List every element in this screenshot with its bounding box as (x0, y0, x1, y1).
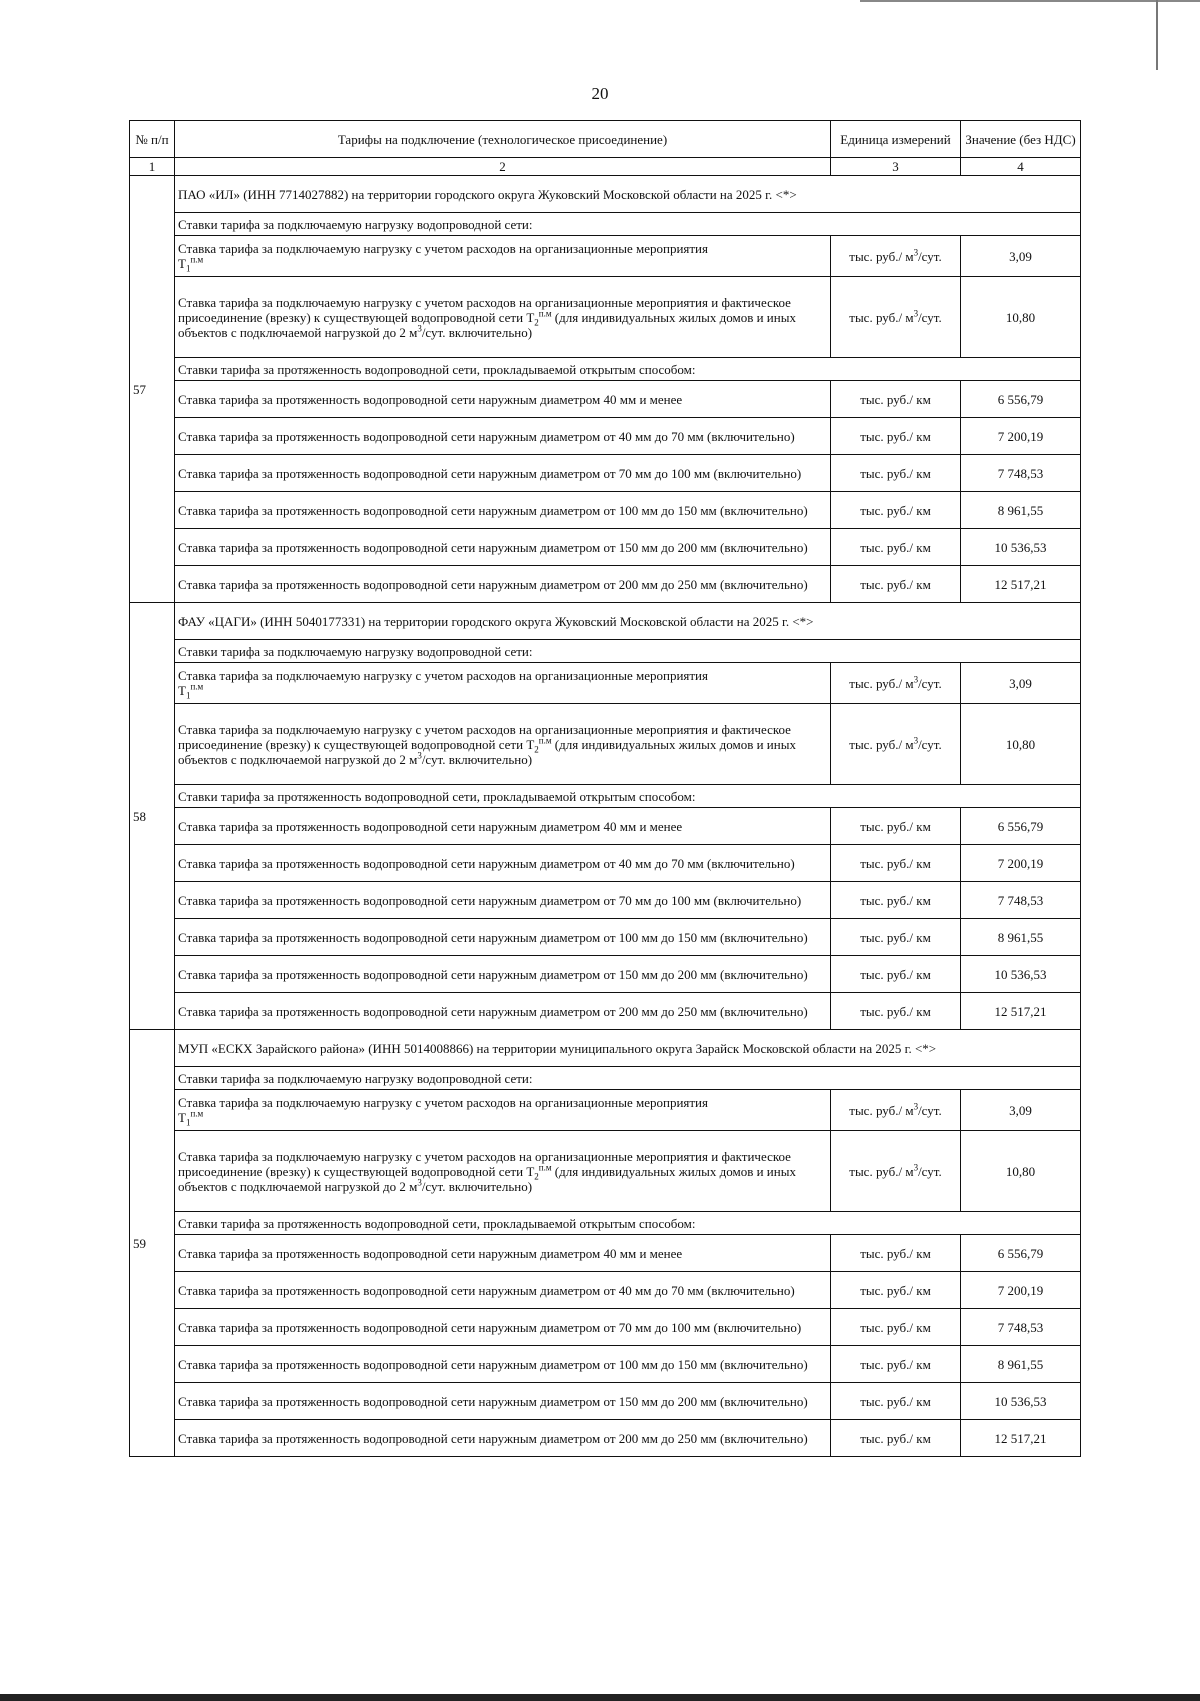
length-rate-row (130, 418, 1081, 455)
tariff-t1-description (175, 1090, 831, 1131)
length-rate-value: 7 200,19 (961, 845, 1081, 882)
unit-load-superscript: 3 (913, 674, 919, 685)
tariff-t2-unit (831, 1131, 961, 1212)
unit-load-suffix: /сут. (918, 1102, 942, 1118)
tariff-t1-symbol: T (178, 256, 186, 271)
length-rate-description: Ставка тарифа за протяженность водопроводной сети наружным диаметром от 150 мм до 200 мм (включительно) (175, 529, 831, 566)
tariff-t2-cubic-superscript: 3 (417, 323, 422, 334)
scan-edge-top (860, 0, 1200, 2)
tariff-row-t1 (130, 1090, 1081, 1131)
tariff-t1-text: Ставка тарифа за подключаемую нагрузку с учетом расходов на организационные мероприятия (178, 1095, 708, 1110)
length-rate-unit: тыс. руб./ км (831, 492, 961, 529)
table-body (130, 176, 1081, 1457)
length-rate-value: 7 200,19 (961, 418, 1081, 455)
length-rate-description: Ставка тарифа за протяженность водопроводной сети наружным диаметром от 150 мм до 200 мм (включительно) (175, 956, 831, 993)
tariff-t1-unit (831, 236, 961, 277)
length-rate-description: Ставка тарифа за протяженность водопроводной сети наружным диаметром от 100 мм до 150 мм (включительно) (175, 1346, 831, 1383)
length-rate-value: 8 961,55 (961, 492, 1081, 529)
unit-load-superscript: 3 (913, 308, 919, 319)
length-rate-unit: тыс. руб./ км (831, 529, 961, 566)
section-row-load (130, 213, 1081, 236)
length-rate-description: Ставка тарифа за протяженность водопроводной сети наружным диаметром от 70 мм до 100 мм (включительно) (175, 455, 831, 492)
tariff-t2-text-a: Ставка тарифа за подключаемую нагрузку с учетом расходов на организационные мероприятия и фактическое присоединение (врезку) к существующей водопроводной сети T (178, 294, 791, 325)
tariff-t1-text: Ставка тарифа за подключаемую нагрузку с учетом расходов на организационные мероприятия (178, 241, 708, 256)
index-3: 3 (831, 158, 961, 176)
unit-load-prefix: тыс. руб./ м (849, 1163, 914, 1179)
unit-load-suffix: /сут. (918, 309, 942, 325)
block-org-row (130, 603, 1081, 640)
length-rate-row (130, 381, 1081, 418)
unit-load-superscript: 3 (913, 1101, 919, 1112)
block-org-row (130, 1030, 1081, 1067)
section-row-load (130, 1067, 1081, 1090)
length-rate-description: Ставка тарифа за протяженность водопроводной сети наружным диаметром от 200 мм до 250 мм (включительно) (175, 993, 831, 1030)
length-rate-row (130, 529, 1081, 566)
length-rate-row (130, 845, 1081, 882)
section-heading-load: Ставки тарифа за подключаемую нагрузку водопроводной сети: (175, 640, 1081, 663)
length-rate-row (130, 1309, 1081, 1346)
tariff-t2-text-b: (для индивидуальных жилых домов и иных объектов с подключаемой нагрузкой до 2 м (178, 309, 796, 340)
length-rate-row (130, 1383, 1081, 1420)
tariff-t2-superscript: п.м (538, 308, 552, 319)
length-rate-unit: тыс. руб./ км (831, 1235, 961, 1272)
tariff-t2-superscript: п.м (538, 735, 552, 746)
unit-load-prefix: тыс. руб./ м (849, 309, 914, 325)
index-1: 1 (130, 158, 175, 176)
header-col-value: Значение (без НДС) (961, 121, 1081, 158)
length-rate-unit: тыс. руб./ км (831, 808, 961, 845)
length-rate-unit: тыс. руб./ км (831, 1346, 961, 1383)
tariff-t1-value: 3,09 (961, 236, 1081, 277)
unit-load-superscript: 3 (913, 735, 919, 746)
length-rate-unit: тыс. руб./ км (831, 919, 961, 956)
tariff-t1-subscript: 1 (185, 263, 191, 274)
tariff-t2-text-c: /сут. включительно) (421, 1178, 533, 1194)
scan-edge-bottom (0, 1694, 1200, 1701)
tariff-t2-value: 10,80 (961, 277, 1081, 358)
tariff-t2-text-a: Ставка тарифа за подключаемую нагрузку с учетом расходов на организационные мероприятия и фактическое присоединение (врезку) к существующей водопроводной сети T (178, 721, 791, 752)
tariff-t2-description (175, 1131, 831, 1212)
length-rate-row (130, 1420, 1081, 1457)
unit-load-superscript: 3 (913, 1162, 919, 1173)
section-row-length (130, 1212, 1081, 1235)
length-rate-unit: тыс. руб./ км (831, 455, 961, 492)
length-rate-value: 6 556,79 (961, 381, 1081, 418)
length-rate-value: 8 961,55 (961, 1346, 1081, 1383)
length-rate-description: Ставка тарифа за протяженность водопроводной сети наружным диаметром от 200 мм до 250 мм (включительно) (175, 1420, 831, 1457)
header-col-unit: Единица измерений (831, 121, 961, 158)
length-rate-value: 10 536,53 (961, 529, 1081, 566)
length-rate-description: Ставка тарифа за протяженность водопроводной сети наружным диаметром от 100 мм до 150 мм (включительно) (175, 919, 831, 956)
tariff-row-t2 (130, 1131, 1081, 1212)
unit-load-prefix: тыс. руб./ м (849, 1102, 914, 1118)
length-rate-value: 12 517,21 (961, 566, 1081, 603)
block-number: 59 (130, 1030, 175, 1457)
length-rate-value: 8 961,55 (961, 919, 1081, 956)
tariff-t2-subscript: 2 (534, 1171, 539, 1182)
tariff-row-t1 (130, 663, 1081, 704)
tariff-t1-text: Ставка тарифа за подключаемую нагрузку с учетом расходов на организационные мероприятия (178, 668, 708, 683)
length-rate-row (130, 956, 1081, 993)
tariff-t2-value: 10,80 (961, 704, 1081, 785)
tariff-t2-text-b: (для индивидуальных жилых домов и иных объектов с подключаемой нагрузкой до 2 м (178, 1163, 796, 1194)
length-rate-description: Ставка тарифа за протяженность водопроводной сети наружным диаметром от 150 мм до 200 мм (включительно) (175, 1383, 831, 1420)
length-rate-row (130, 808, 1081, 845)
tariff-row-t1 (130, 236, 1081, 277)
length-rate-unit: тыс. руб./ км (831, 1309, 961, 1346)
length-rate-row (130, 1346, 1081, 1383)
length-rate-value: 12 517,21 (961, 993, 1081, 1030)
length-rate-unit: тыс. руб./ км (831, 1272, 961, 1309)
length-rate-unit: тыс. руб./ км (831, 418, 961, 455)
length-rate-value: 6 556,79 (961, 808, 1081, 845)
section-row-length (130, 785, 1081, 808)
tariff-table (129, 120, 1081, 1457)
length-rate-row (130, 455, 1081, 492)
tariff-t2-unit (831, 277, 961, 358)
tariff-t2-text-b: (для индивидуальных жилых домов и иных объектов с подключаемой нагрузкой до 2 м (178, 736, 796, 767)
length-rate-unit: тыс. руб./ км (831, 956, 961, 993)
length-rate-row (130, 492, 1081, 529)
section-row-length (130, 358, 1081, 381)
header-col-tariffs: Тарифы на подключение (технологическое присоединение) (175, 121, 831, 158)
block-number: 58 (130, 603, 175, 1030)
index-2: 2 (175, 158, 831, 176)
tariff-t2-cubic-superscript: 3 (417, 1177, 422, 1188)
tariff-t2-description (175, 277, 831, 358)
tariff-t1-description (175, 663, 831, 704)
table-header-row (130, 121, 1081, 158)
length-rate-row (130, 919, 1081, 956)
unit-load-superscript: 3 (913, 247, 919, 258)
length-rate-row (130, 566, 1081, 603)
tariff-t2-text-c: /сут. включительно) (421, 751, 533, 767)
tariff-t2-value: 10,80 (961, 1131, 1081, 1212)
tariff-t2-cubic-superscript: 3 (417, 750, 422, 761)
block-number: 57 (130, 176, 175, 603)
length-rate-row (130, 882, 1081, 919)
tariff-t1-superscript: п.м (190, 1108, 204, 1119)
section-heading-load: Ставки тарифа за подключаемую нагрузку водопроводной сети: (175, 213, 1081, 236)
length-rate-row (130, 993, 1081, 1030)
organization-title: МУП «ЕСКХ Зарайского района» (ИНН 5014008866) на территории муниципального округа Зарайск Московской области на 2025 г. <*> (175, 1030, 1081, 1067)
length-rate-value: 7 748,53 (961, 882, 1081, 919)
section-row-load (130, 640, 1081, 663)
length-rate-description: Ставка тарифа за протяженность водопроводной сети наружным диаметром от 40 мм до 70 мм (включительно) (175, 418, 831, 455)
length-rate-value: 10 536,53 (961, 956, 1081, 993)
unit-load-prefix: тыс. руб./ м (849, 736, 914, 752)
length-rate-description: Ставка тарифа за протяженность водопроводной сети наружным диаметром от 40 мм до 70 мм (включительно) (175, 1272, 831, 1309)
length-rate-value: 12 517,21 (961, 1420, 1081, 1457)
length-rate-value: 7 748,53 (961, 1309, 1081, 1346)
length-rate-unit: тыс. руб./ км (831, 882, 961, 919)
section-heading-load: Ставки тарифа за подключаемую нагрузку водопроводной сети: (175, 1067, 1081, 1090)
tariff-t1-symbol: T (178, 1110, 186, 1125)
unit-load-prefix: тыс. руб./ м (849, 675, 914, 691)
tariff-t1-value: 3,09 (961, 663, 1081, 704)
length-rate-description: Ставка тарифа за протяженность водопроводной сети наружным диаметром 40 мм и менее (175, 808, 831, 845)
unit-load-suffix: /сут. (918, 736, 942, 752)
index-4: 4 (961, 158, 1081, 176)
tariff-t1-subscript: 1 (185, 690, 191, 701)
page-number: 20 (591, 84, 609, 103)
length-rate-unit: тыс. руб./ км (831, 381, 961, 418)
length-rate-value: 7 200,19 (961, 1272, 1081, 1309)
tariff-t1-subscript: 1 (185, 1117, 191, 1128)
tariff-t2-unit (831, 704, 961, 785)
length-rate-description: Ставка тарифа за протяженность водопроводной сети наружным диаметром 40 мм и менее (175, 1235, 831, 1272)
tariff-t1-description (175, 236, 831, 277)
tariff-t2-subscript: 2 (534, 317, 539, 328)
tariff-t1-superscript: п.м (190, 254, 204, 265)
length-rate-description: Ставка тарифа за протяженность водопроводной сети наружным диаметром от 40 мм до 70 мм (включительно) (175, 845, 831, 882)
length-rate-value: 6 556,79 (961, 1235, 1081, 1272)
length-rate-description: Ставка тарифа за протяженность водопроводной сети наружным диаметром от 100 мм до 150 мм (включительно) (175, 492, 831, 529)
unit-load-suffix: /сут. (918, 248, 942, 264)
tariff-row-t2 (130, 277, 1081, 358)
length-rate-value: 10 536,53 (961, 1383, 1081, 1420)
organization-title: ФАУ «ЦАГИ» (ИНН 5040177331) на территории городского округа Жуковский Московской области на 2025 г. <*> (175, 603, 1081, 640)
length-rate-value: 7 748,53 (961, 455, 1081, 492)
tariff-t2-text-c: /сут. включительно) (421, 324, 533, 340)
tariff-row-t2 (130, 704, 1081, 785)
length-rate-unit: тыс. руб./ км (831, 1383, 961, 1420)
tariff-t2-description (175, 704, 831, 785)
table-index-row (130, 158, 1081, 176)
tariff-t2-subscript: 2 (534, 744, 539, 755)
length-rate-description: Ставка тарифа за протяженность водопроводной сети наружным диаметром от 70 мм до 100 мм (включительно) (175, 882, 831, 919)
organization-title: ПАО «ИЛ» (ИНН 7714027882) на территории городского округа Жуковский Московской области на 2025 г. <*> (175, 176, 1081, 213)
length-rate-description: Ставка тарифа за протяженность водопроводной сети наружным диаметром от 70 мм до 100 мм (включительно) (175, 1309, 831, 1346)
tariff-t1-unit (831, 1090, 961, 1131)
scan-edge-right (1156, 0, 1158, 70)
length-rate-row (130, 1272, 1081, 1309)
header-col-number: № п/п (130, 121, 175, 158)
tariff-t2-text-a: Ставка тарифа за подключаемую нагрузку с учетом расходов на организационные мероприятия и фактическое присоединение (врезку) к существующей водопроводной сети T (178, 1148, 791, 1179)
block-org-row (130, 176, 1081, 213)
tariff-t1-symbol: T (178, 683, 186, 698)
tariff-t1-value: 3,09 (961, 1090, 1081, 1131)
section-heading-length: Ставки тарифа за протяженность водопроводной сети, прокладываемой открытым способом: (175, 358, 1081, 381)
unit-load-prefix: тыс. руб./ м (849, 248, 914, 264)
length-rate-unit: тыс. руб./ км (831, 1420, 961, 1457)
unit-load-suffix: /сут. (918, 675, 942, 691)
length-rate-unit: тыс. руб./ км (831, 566, 961, 603)
unit-load-suffix: /сут. (918, 1163, 942, 1179)
length-rate-unit: тыс. руб./ км (831, 993, 961, 1030)
length-rate-row (130, 1235, 1081, 1272)
section-heading-length: Ставки тарифа за протяженность водопроводной сети, прокладываемой открытым способом: (175, 785, 1081, 808)
section-heading-length: Ставки тарифа за протяженность водопроводной сети, прокладываемой открытым способом: (175, 1212, 1081, 1235)
tariff-t1-superscript: п.м (190, 681, 204, 692)
length-rate-description: Ставка тарифа за протяженность водопроводной сети наружным диаметром 40 мм и менее (175, 381, 831, 418)
length-rate-description: Ставка тарифа за протяженность водопроводной сети наружным диаметром от 200 мм до 250 мм (включительно) (175, 566, 831, 603)
length-rate-unit: тыс. руб./ км (831, 845, 961, 882)
tariff-t1-unit (831, 663, 961, 704)
tariff-t2-superscript: п.м (538, 1162, 552, 1173)
